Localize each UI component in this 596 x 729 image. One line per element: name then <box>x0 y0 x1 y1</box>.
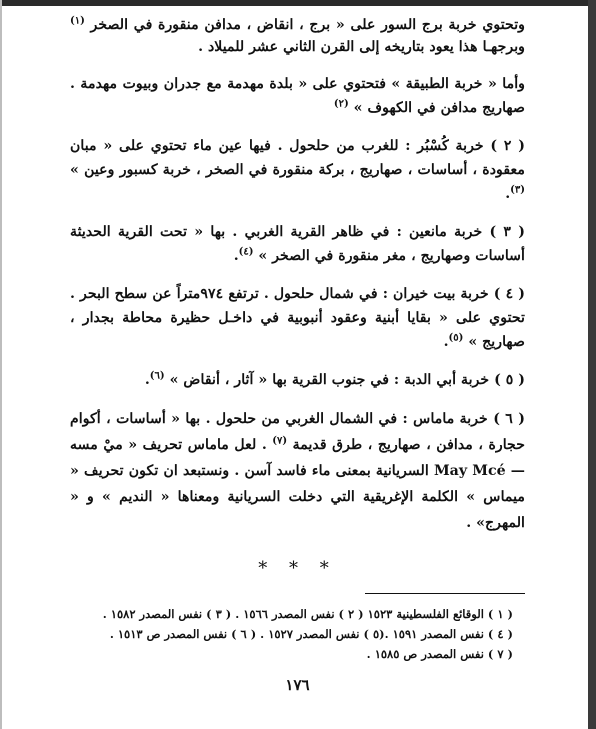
body-text <box>70 14 525 536</box>
paragraph-text: ( ٦ ) خربة ماماس : في الشمال الغربي من حلحول . بها « أساسات ، أكوام حجارة ، مدافن ، صهاريج ، طرق قديمة <box>70 411 525 453</box>
paragraph-beit-khairan <box>70 282 525 354</box>
paragraph-tail: . <box>443 334 449 350</box>
paragraph-kasbur <box>70 134 525 206</box>
paragraph-burj-al-sur <box>70 14 525 58</box>
paragraph-text: وأما « خربة الطبيقة » فتحتوي على « بلدة مهدمة مع جدران وبيوت مهدمة . صهاريج مدافن في الكهوف » <box>70 76 525 116</box>
footnote-line: ( ١ ) الوقائع الفلسطينية ١٥٢٣ ( ٢ ) نفس المصدر ١٥٦٦ . ( ٣ ) نفس المصدر ١٥٨٢ . <box>102 607 513 621</box>
footnote-ref[interactable]: (٢) <box>333 98 349 110</box>
footnote-rule-wrapper <box>70 593 525 594</box>
paragraph-tail: . <box>233 248 239 264</box>
footnote-line: ( ٤ ) نفس المصدر ١٥٩١ .(٥ ) نفس المصدر ١٥٢٧ . ( ٦ ) نفس المصدر ص ١٥١٣ . <box>109 627 513 641</box>
footnote-rule <box>365 593 525 594</box>
paragraph-text: ( ٥ ) خربة أبي الدبة : في جنوب القرية بها « آثار ، أنقاض » <box>164 372 525 388</box>
footnote-ref[interactable]: (٥) <box>448 332 464 344</box>
paragraph-tail: . لعل ماماس تحريف « ميْ مسه — May Mcé السريانية بمعنى ماء فاسد آسن . ونستبعد ان تكون تحريف « ميماس » الكلمة الإغريقية التي دخلت السريانية ومعناها « النديم » و « المهرج» . <box>70 437 525 531</box>
page-number: ١٧٦ <box>285 676 310 694</box>
footnote-ref[interactable]: (٤) <box>238 246 254 258</box>
footnote-line: ( ٧ ) نفس المصدر ص ١٥٨٥ . <box>366 647 513 661</box>
window-left-border <box>0 0 2 729</box>
paragraph-text: ( ٣ ) خربة مانعين : في ظاهر القرية الغربي . بها « تحت القرية الحديثة أساسات وصهاريج ، مغر منقورة في الصخر » <box>70 224 525 264</box>
window-right-border <box>588 0 596 729</box>
section-separator: * * * <box>258 558 337 579</box>
paragraph-tail: . <box>144 372 150 388</box>
paragraph-mamas <box>70 406 525 536</box>
paragraph-text: ( ٤ ) خربة بيت خيران : في شمال حلحول . ترتفع ٩٧٤متراً عن سطح البحر . تحتوي على « بقايا أبنية وعقود أنبوبية في داخـل حظيرة محاطة بجدار ، صهاريج » <box>70 286 525 350</box>
paragraph-tubayqa <box>70 72 525 120</box>
paragraph-tail: . <box>505 186 511 202</box>
footnote-ref[interactable]: (٣) <box>510 184 525 196</box>
paragraph-text: ( ٢ ) خربة كُسْبُر : للغرب من حلحول . فيها عين ماء تحتوي على « مبان معقودة ، أساسات ، صهاريج ، بركة منقورة في الصخر ، خربة كسبور وعين » <box>70 138 525 178</box>
paragraph-abu-al-dubba <box>70 368 525 392</box>
footnote-ref[interactable]: (١) <box>70 15 85 27</box>
footnote-ref[interactable]: (٧) <box>272 435 288 447</box>
book-page <box>70 14 525 694</box>
footnotes <box>70 604 525 664</box>
paragraph-text: وتحتوي خربة برج السور على « برج ، انقاض ، مدافن منقورة في الصخر <box>84 17 525 33</box>
footnote-ref[interactable]: (٦) <box>149 370 165 382</box>
paragraph-manein <box>70 220 525 268</box>
paragraph-tail: وبرجهـا هذا يعود بتاريخه إلى القرن الثاني عشر للميلاد . <box>198 39 525 55</box>
window-top-border <box>0 0 596 6</box>
